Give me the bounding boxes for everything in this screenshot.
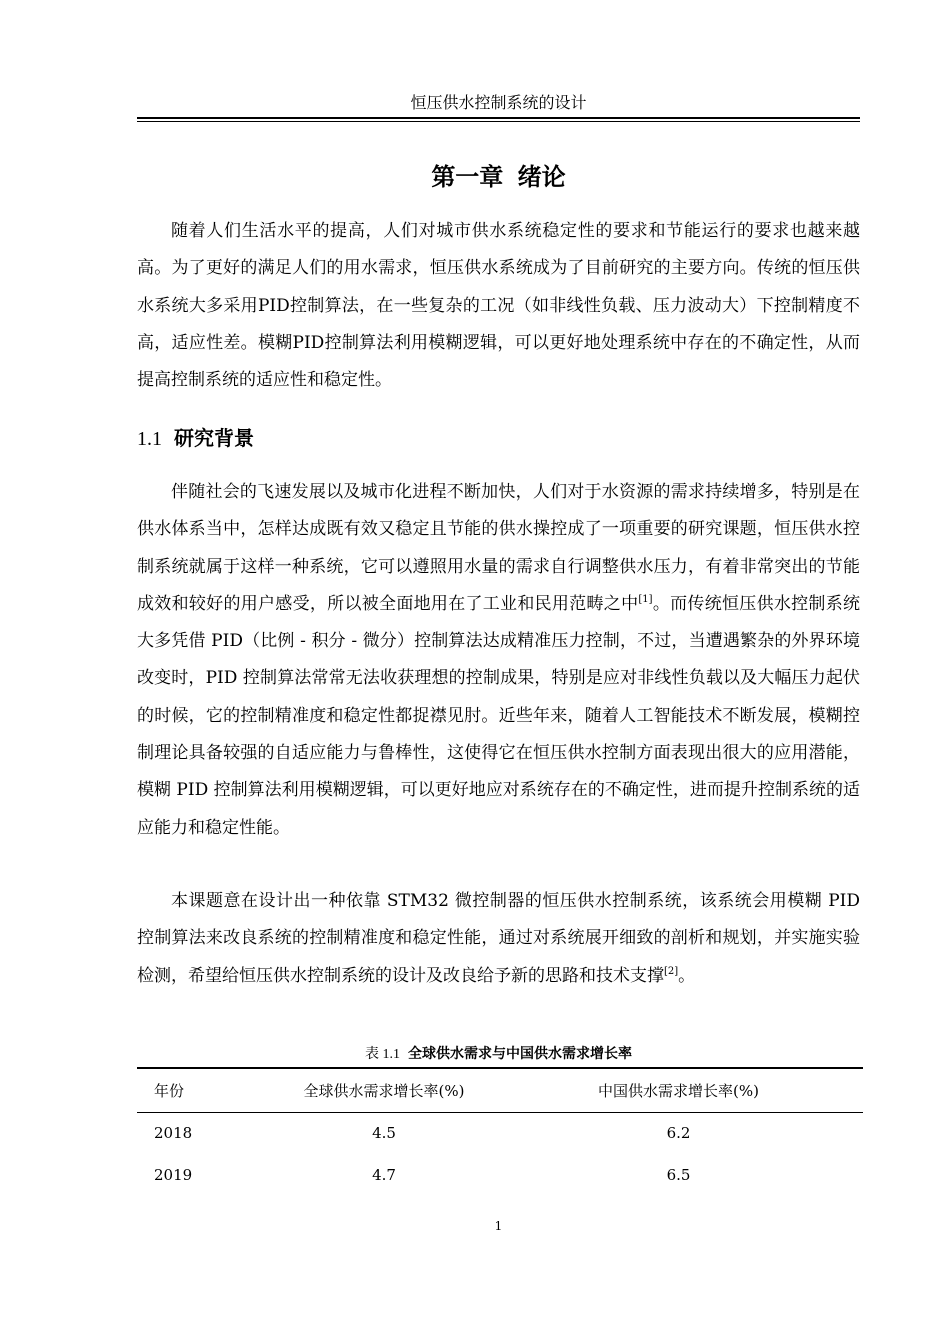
cell-china-growth: 6.5 [666,1166,691,1184]
cell-year: 2019 [154,1166,193,1184]
section-title: 研究背景 [174,426,254,450]
table-caption-title: 全球供水需求与中国供水需求增长率 [408,1046,632,1062]
table-row [137,1112,863,1154]
table-caption-number: 表 1.1 [365,1047,400,1062]
section-number: 1.1 [137,428,162,450]
table-caption [137,1044,860,1065]
header-year: 年份 [154,1081,185,1100]
header-global-growth: 全球供水需求增长率(%) [303,1081,465,1100]
section-heading [137,424,254,453]
header-rule [137,117,860,119]
header-china-growth: 中国供水需求增长率(%) [598,1081,759,1100]
purpose-paragraph [137,883,860,995]
cell-china-growth: 6.2 [666,1124,691,1143]
background-text-part2: 。而传统恒压供水控制系统大多凭借 PID（比例 - 积分 - 微分）控制算法达成精准压力控制，不过，当遭遇繁杂的外界环境改变时，PID 控制算法常常无法收获理想的控制成果，特别是应对非线性负载以及大幅压力起伏的时候，它的控制精准度和稳定性都捉襟见肘。近些年来，随着人工智能技术不断发展，模糊控制理论具备较强的自适应能力与鲁棒性，这使得它在恒压供水控制方面表现出很大的应用潜能，模糊 PID 控制算法利用模糊逻辑，可以更好地应对系统存在的不确定性，进而提升控制系统的适应能力和稳定性能。 [137,593,861,838]
purpose-text: 本课题意在设计出一种依靠 STM32 微控制器的恒压供水控制系统，该系统会用模糊 PID 控制算法来改良系统的控制精准度和稳定性能，通过对系统展开细致的剖析和规划，并实施实验检测，希望给恒压供水控制系统的设计及改良给予新的思路和技术支撑 [137,891,860,986]
citation-1[interactable]: [1] [638,593,653,605]
growth-rate-table [137,1067,863,1196]
cell-global-growth: 4.5 [372,1124,396,1143]
cell-global-growth: 4.7 [372,1166,396,1184]
table-row [137,1154,863,1196]
running-header: 恒压供水控制系统的设计 [410,93,587,112]
background-paragraph [137,474,860,847]
table-header-row [137,1068,863,1112]
page-number: 1 [494,1219,503,1233]
cell-year: 2018 [154,1124,193,1143]
header-rule-thin [137,121,860,122]
intro-paragraph: 随着人们生活水平的提高，人们对城市供水系统稳定性的要求和节能运行的要求也越来越高。为了更好的满足人们的用水需求，恒压供水系统成为了目前研究的主要方向。传统的恒压供水系统大多采用PID控制算法，在一些复杂的工况（如非线性负载、压力波动大）下控制精度不高，适应性差。模糊PID控制算法利用模糊逻辑，可以更好地处理系统中存在的不确定性，从而提高控制系统的适应性和稳定性。 [137,221,860,391]
background-text-part1: 伴随社会的飞速发展以及城市化进程不断加快，人们对于水资源的需求持续增多，特别是在供水体系当中，怎样达成既有效又稳定且节能的供水操控成了一项重要的研究课题，恒压供水控制系统就属于这样一种系统，它可以遵照用水量的需求自行调整供水压力，有着非常突出的节能成效和较好的用户感受，所以被全面地用在了工业和民用范畴之中 [137,482,860,614]
citation-2[interactable]: [2] [664,965,679,977]
chapter-title: 第一章 绪论 [431,163,566,191]
purpose-text-end: 。 [678,965,696,986]
